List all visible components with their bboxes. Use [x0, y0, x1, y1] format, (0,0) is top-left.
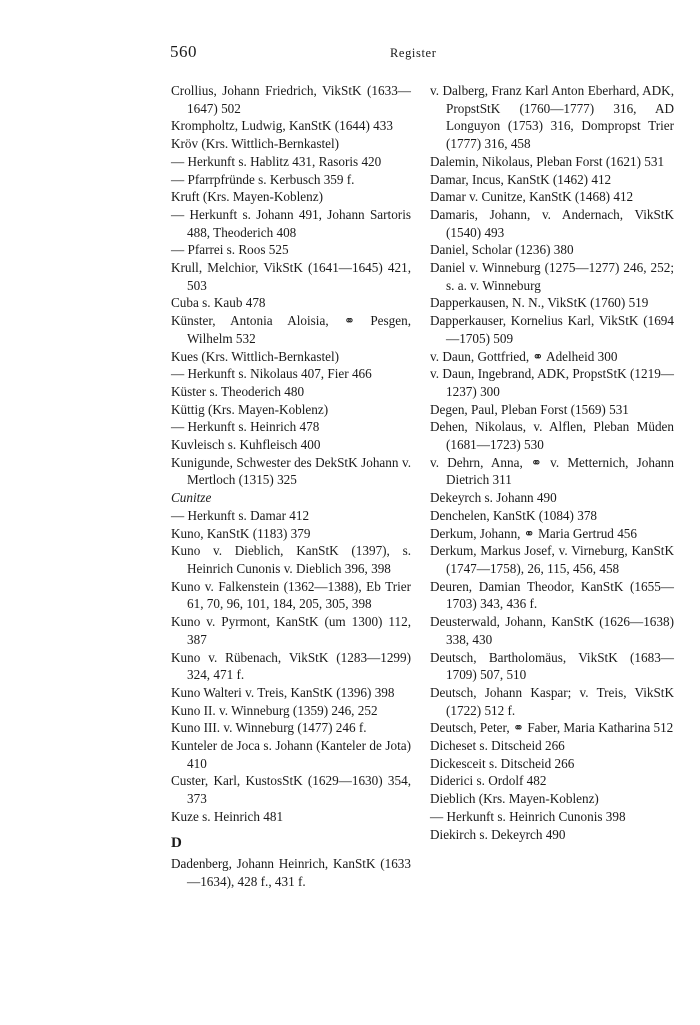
index-entry: Deutsch, Johann Kaspar; v. Treis, VikStK (1722) 512 f.	[430, 684, 674, 718]
index-entry: Kruft (Krs. Mayen-Koblenz)	[171, 189, 323, 205]
index-entry: — Herkunft s. Nikolaus 407, Fier 466	[171, 366, 372, 382]
index-entry: Dapperkauser, Kornelius Karl, VikStK (1694—1705) 509	[430, 313, 674, 346]
index-entry: Kuno v. Rübenach, VikStK (1283—1299) 324, 471 f.	[171, 649, 411, 683]
index-entry: Kuno, KanStK (1183) 379	[171, 525, 311, 541]
index-entry: Kues (Krs. Wittlich-Bernkastel)	[171, 348, 340, 364]
section-letter: D	[171, 834, 182, 851]
index-entry: Kunteler de Joca s. Johann (Kanteler de Jota) 410	[171, 738, 411, 771]
index-entry: Dehen, Nikolaus, v. Alflen, Pleban Müden (1681—1723) 530	[430, 419, 674, 453]
index-entry: — Herkunft s. Heinrich 478	[171, 419, 320, 435]
index-entry: Deutsch, Bartholomäus, VikStK (1683—1709) 507, 510	[430, 649, 674, 683]
index-entry: — Herkunft s. Johann 491, Johann Sartoris 488, Theoderich 408	[171, 206, 411, 240]
index-entry: Derkum, Johann, ⚭ Maria Gertrud 456	[430, 525, 637, 541]
index-entry: Dickesceit s. Ditscheid 266	[430, 755, 575, 771]
index-entry: Kröv (Krs. Wittlich-Bernkastel)	[171, 136, 340, 152]
index-entry: Daniel v. Winneburg (1275—1277) 246, 252; s. a. v. Winneburg	[430, 260, 674, 293]
index-entry: Dadenberg, Johann Heinrich, KanStK (1633—1634), 428 f., 431 f.	[171, 856, 411, 889]
index-entry: Küttig (Krs. Mayen-Koblenz)	[171, 401, 329, 417]
index-entry: Dicheset s. Ditscheid 266	[430, 738, 565, 754]
index-entry: — Pfarrpfründe s. Kerbusch 359 f.	[171, 171, 355, 187]
index-entry: Krull, Melchior, VikStK (1641—1645) 421, 503	[171, 260, 411, 293]
index-entry: Cuba s. Kaub 478	[171, 295, 266, 311]
index-entry: Damaris, Johann, v. Andernach, VikStK (1540) 493	[430, 206, 674, 240]
index-entry: Kuno v. Falkenstein (1362—1388), Eb Trier 61, 70, 96, 101, 184, 205, 305, 398	[171, 578, 411, 612]
running-head: Register	[390, 46, 437, 60]
index-entry: Custer, Karl, KustosStK (1629—1630) 354, 373	[171, 773, 411, 807]
index-entry: v. Dalberg, Franz Karl Anton Eberhard, ADK, PropstStK (1760—1777) 316, AD Longuyon (1753) 316, Dompropst Trier (1777) 316, 458	[430, 83, 674, 152]
index-entry: Damar v. Cunitze, KanStK (1468) 412	[430, 189, 634, 205]
index-entry: Kuno v. Dieblich, KanStK (1397), s. Heinrich Cunonis v. Dieblich 396, 398	[171, 543, 411, 576]
index-entry: Kunigunde, Schwester des DekStK Johann v. Mertloch (1315) 325	[171, 454, 411, 488]
index-entry: Dalemin, Nikolaus, Pleban Forst (1621) 531	[430, 153, 665, 169]
index-entry: v. Daun, Gottfried, ⚭ Adelheid 300	[430, 348, 618, 364]
index-entry: Diekirch s. Dekeyrch 490	[430, 826, 566, 842]
index-entry: v. Daun, Ingebrand, ADK, PropstStK (1219—1237) 300	[430, 366, 674, 399]
index-entry: Derkum, Markus Josef, v. Virneburg, KanStK (1747—1758), 26, 115, 456, 458	[430, 543, 674, 576]
index-entry: Daniel, Scholar (1236) 380	[430, 242, 574, 258]
index-entry: — Herkunft s. Damar 412	[171, 507, 310, 523]
page-number: 560	[170, 42, 197, 61]
index-entry: Cunitze	[171, 490, 212, 506]
index-entry: Kuvleisch s. Kuhfleisch 400	[171, 437, 321, 453]
index-entry: Kuno III. v. Winneburg (1477) 246 f.	[171, 720, 367, 736]
index-entry: — Herkunft s. Hablitz 431, Rasoris 420	[171, 153, 382, 169]
right-column	[430, 82, 674, 843]
index-entry: Dekeyrch s. Johann 490	[430, 490, 557, 506]
index-entry: Künster, Antonia Aloisia, ⚭ Pesgen, Wilhelm 532	[171, 313, 411, 346]
index-entry: Deusterwald, Johann, KanStK (1626—1638) 338, 430	[430, 614, 674, 647]
index-entry: Damar, Incus, KanStK (1462) 412	[430, 171, 612, 187]
index-entry: Kuze s. Heinrich 481	[171, 808, 284, 824]
index-entry: Kuno II. v. Winneburg (1359) 246, 252	[171, 702, 378, 718]
index-entry: Dapperkausen, N. N., VikStK (1760) 519	[430, 295, 649, 311]
index-entry: Diderici s. Ordolf 482	[430, 773, 547, 789]
index-entry: — Herkunft s. Heinrich Cunonis 398	[430, 808, 626, 824]
left-column	[171, 82, 411, 891]
index-entry: — Pfarrei s. Roos 525	[171, 242, 289, 258]
index-entry: Denchelen, KanStK (1084) 378	[430, 507, 598, 523]
index-entry: Krompholtz, Ludwig, KanStK (1644) 433	[171, 118, 393, 134]
index-entry: Kuno Walteri v. Treis, KanStK (1396) 398	[171, 684, 395, 700]
index-entry: Deutsch, Peter, ⚭ Faber, Maria Katharina 512	[430, 720, 674, 736]
index-entry: Degen, Paul, Pleban Forst (1569) 531	[430, 401, 629, 417]
index-entry: v. Dehrn, Anna, ⚭ v. Metternich, Johann Dietrich 311	[430, 454, 674, 488]
index-entry: Dieblich (Krs. Mayen-Koblenz)	[430, 791, 599, 807]
index-entry: Deuren, Damian Theodor, KanStK (1655—1703) 343, 436 f.	[430, 578, 674, 612]
index-entry: Crollius, Johann Friedrich, VikStK (1633—1647) 502	[171, 83, 411, 116]
index-entry: Kuno v. Pyrmont, KanStK (um 1300) 112, 387	[171, 614, 411, 647]
index-entry: Küster s. Theoderich 480	[171, 383, 305, 399]
